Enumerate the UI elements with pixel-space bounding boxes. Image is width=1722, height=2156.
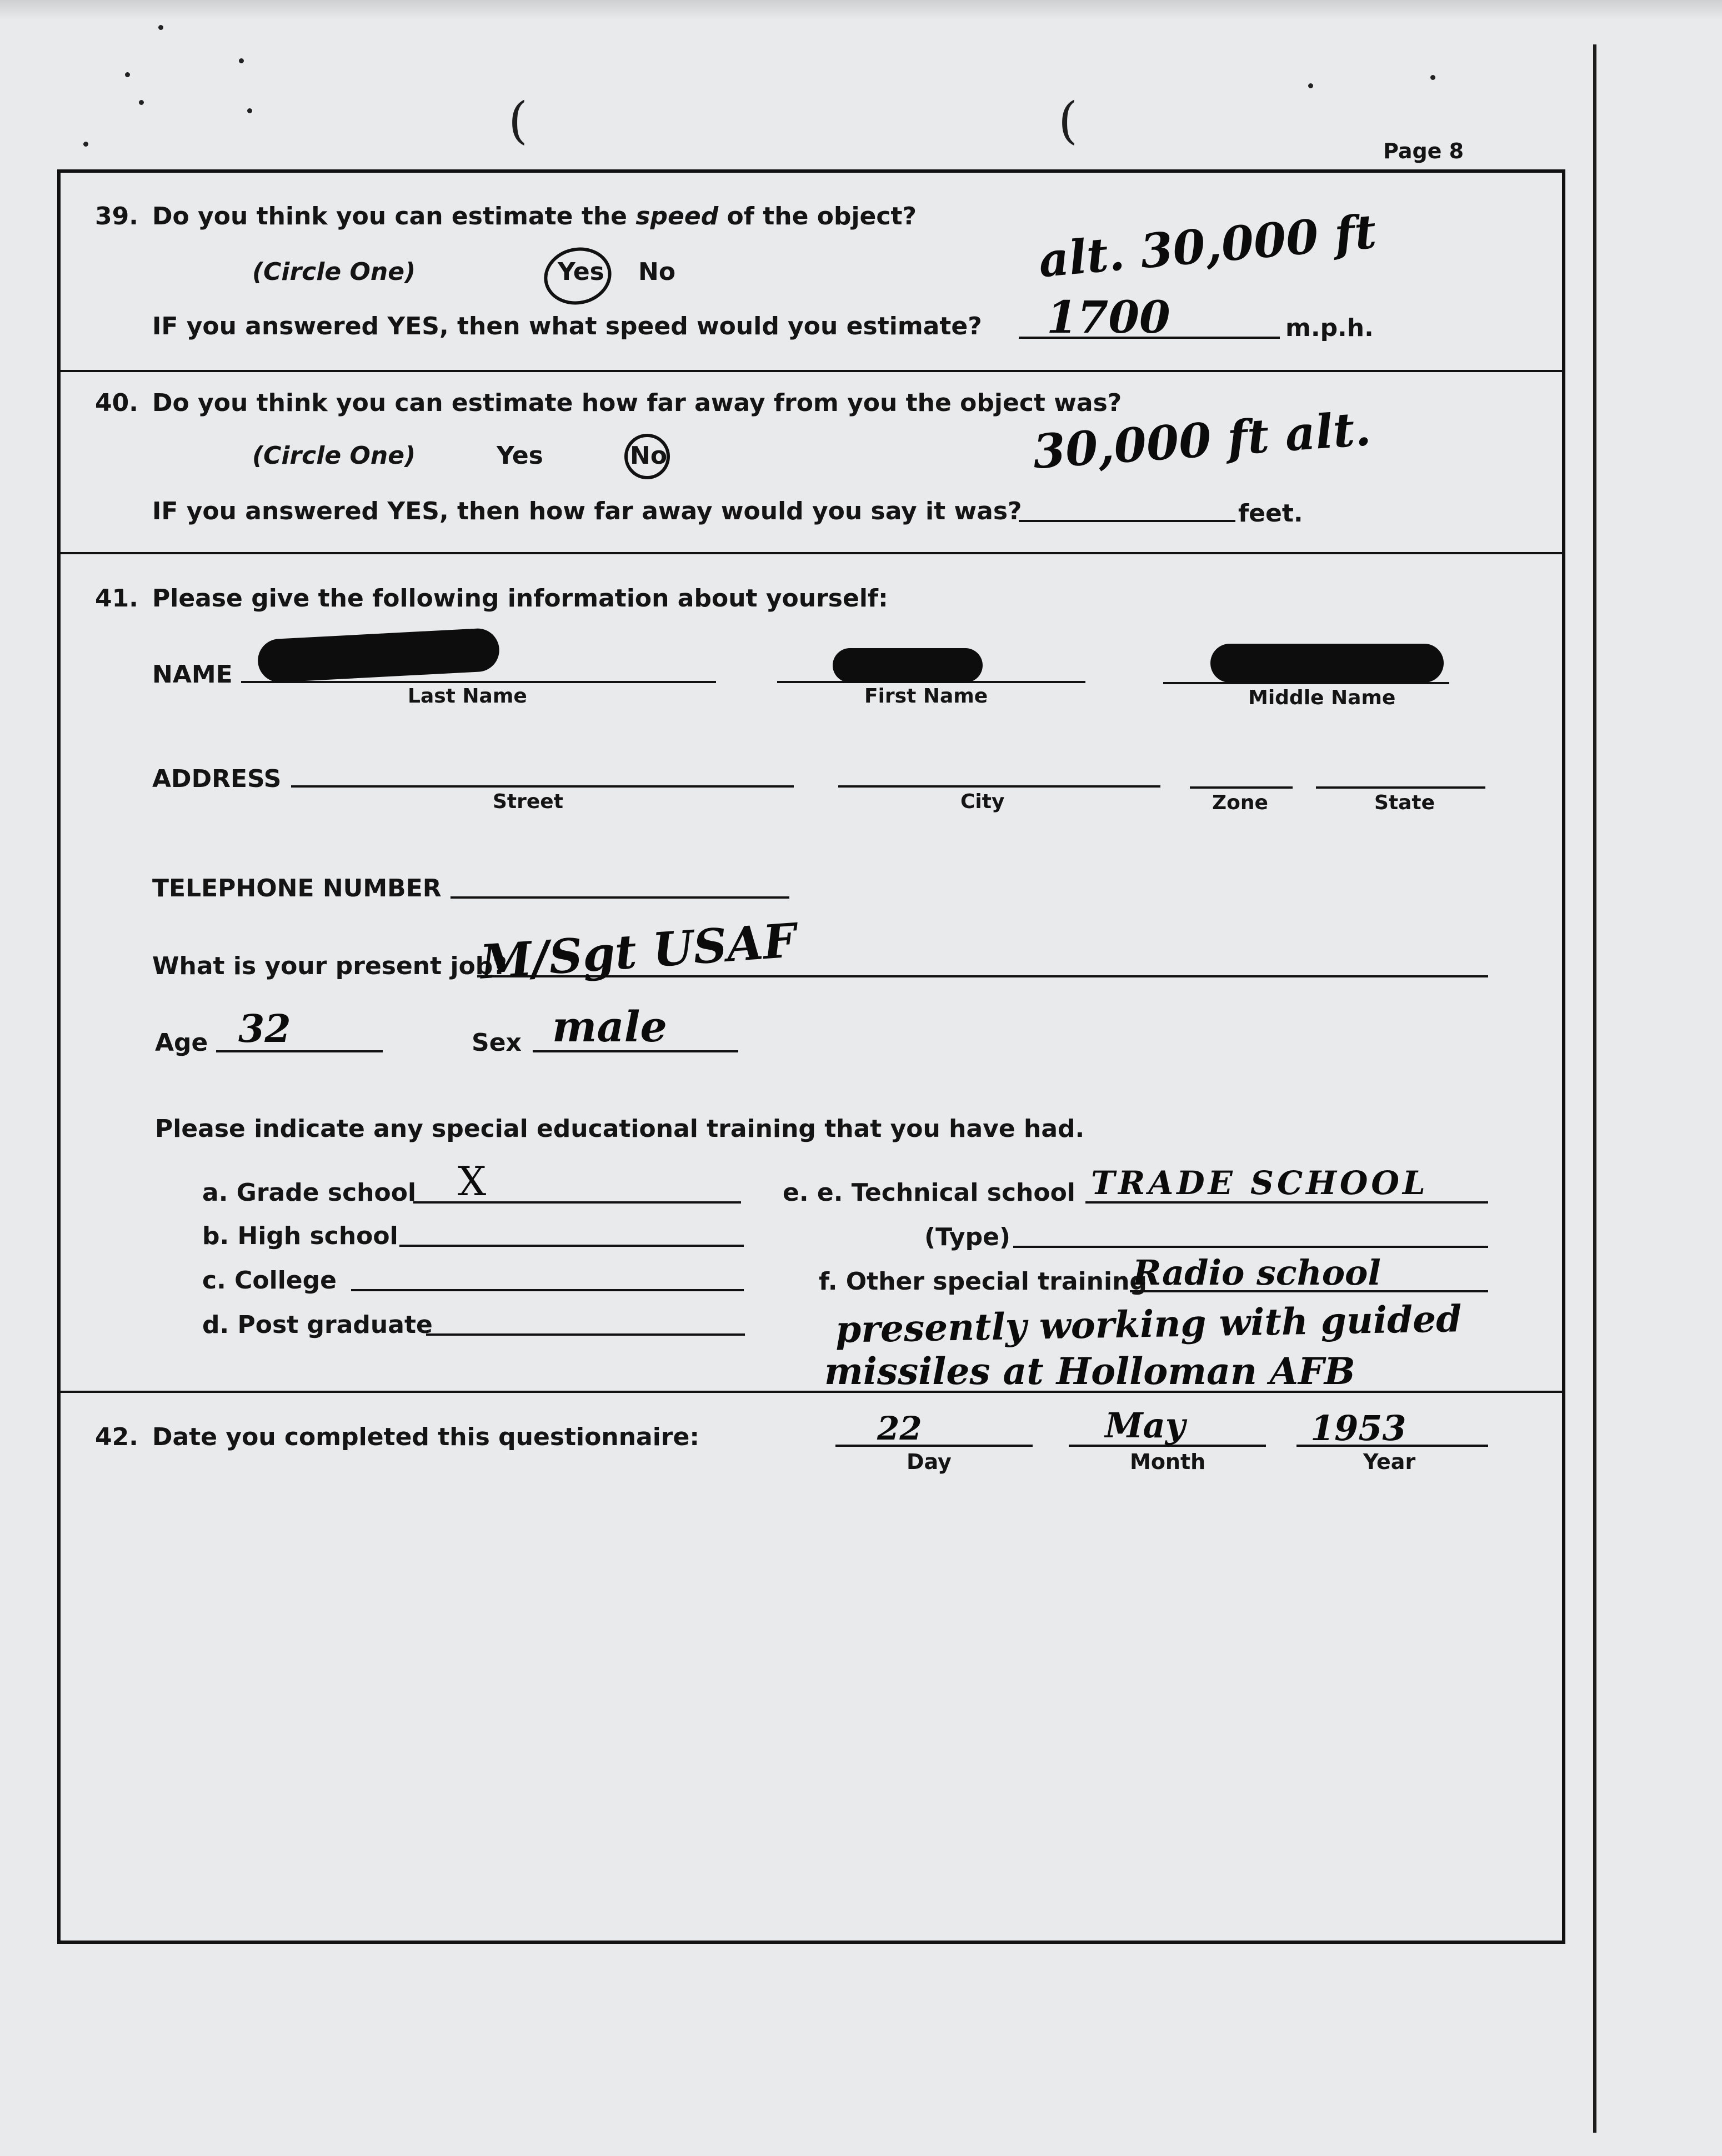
- address-label: ADDRESS: [152, 765, 282, 793]
- scan-speck: [139, 100, 144, 105]
- college-line: [351, 1289, 744, 1291]
- q39-question: [152, 204, 917, 229]
- scan-top-shadow: [0, 0, 1722, 20]
- q39-no-option[interactable]: No: [638, 258, 676, 286]
- sex-answer[interactable]: male: [552, 1002, 667, 1051]
- last-name-caption: Last Name: [408, 685, 527, 708]
- city-caption: City: [960, 790, 1005, 813]
- day-caption: Day: [907, 1450, 952, 1474]
- month-caption: Month: [1130, 1450, 1206, 1474]
- q40-no-circle-mark: [624, 434, 670, 479]
- section-divider: [61, 370, 1562, 372]
- q39-question-pre: Do you think you can estimate the: [152, 202, 636, 230]
- day-answer[interactable]: 22: [877, 1410, 922, 1447]
- job-answer[interactable]: M/Sgt USAF: [478, 912, 798, 990]
- zone-caption: Zone: [1212, 791, 1268, 814]
- q39-circle-one: (Circle One): [252, 258, 416, 286]
- telephone-label: TELEPHONE NUMBER: [152, 874, 442, 902]
- q40-number: 40.: [95, 389, 138, 417]
- middle-name-caption: Middle Name: [1248, 686, 1396, 709]
- year-answer[interactable]: 1953: [1310, 1408, 1406, 1448]
- name-label: NAME: [152, 660, 233, 689]
- type-line: [1013, 1246, 1488, 1248]
- q39-question-post: of the object?: [718, 202, 917, 230]
- scan-speck: [247, 108, 252, 113]
- q39-altitude-note: alt. 30,000 ft: [1036, 203, 1379, 288]
- q40-circle-one: (Circle One): [252, 442, 416, 470]
- year-caption: Year: [1363, 1450, 1416, 1474]
- first-name-redaction: [833, 648, 983, 683]
- scan-speck: [83, 142, 88, 147]
- type-label: (Type): [924, 1223, 1011, 1251]
- other-training-answer-line3: missiles at Holloman AFB: [824, 1350, 1355, 1393]
- training-prompt: Please indicate any special educational training that you have had.: [155, 1115, 1085, 1143]
- other-training-label: f. Other special training: [819, 1267, 1147, 1296]
- first-name-caption: First Name: [864, 685, 988, 708]
- age-answer[interactable]: 32: [238, 1007, 291, 1051]
- last-name-line: [241, 681, 716, 683]
- q42-number: 42.: [95, 1423, 138, 1451]
- grade-school-label: a. Grade school: [202, 1179, 417, 1207]
- post-graduate-label: d. Post graduate: [202, 1311, 433, 1339]
- questionnaire-form: [57, 169, 1565, 1944]
- q41-number: 41.: [95, 584, 138, 613]
- age-label: Age: [155, 1029, 208, 1057]
- q39-speed-answer[interactable]: 1700: [1047, 291, 1170, 343]
- state-caption: State: [1374, 791, 1435, 814]
- q42-prompt: Date you completed this questionnaire:: [152, 1423, 699, 1451]
- scan-speck: [1308, 83, 1313, 88]
- technical-school-label: e. e. Technical school: [783, 1179, 1075, 1207]
- college-label: c. College: [202, 1266, 337, 1295]
- q40-followup: IF you answered YES, then how far away would you say it was?: [152, 497, 1022, 525]
- job-label: What is your present job?: [152, 952, 507, 980]
- technical-school-answer[interactable]: TRADE SCHOOL: [1091, 1164, 1429, 1202]
- high-school-line: [399, 1245, 744, 1247]
- post-graduate-line: [426, 1333, 745, 1336]
- day-line: [835, 1445, 1033, 1447]
- q41-prompt: Please give the following information about yourself:: [152, 584, 888, 613]
- scan-mark: (: [508, 92, 528, 150]
- high-school-label: b. High school: [202, 1222, 398, 1250]
- month-answer[interactable]: May: [1105, 1405, 1185, 1446]
- q39-followup: IF you answered YES, then what speed would you estimate?: [152, 312, 982, 340]
- q40-unit: feet.: [1238, 499, 1303, 528]
- page-number: Page 8: [1383, 139, 1464, 163]
- street-line: [291, 785, 794, 788]
- scan-mark: (: [1058, 92, 1078, 150]
- grade-school-answer[interactable]: X: [458, 1158, 487, 1205]
- q40-yes-option[interactable]: Yes: [497, 442, 543, 470]
- zone-line: [1190, 786, 1293, 789]
- q40-question: Do you think you can estimate how far away from you the object was?: [152, 389, 1122, 417]
- q40-distance-line: [1019, 520, 1235, 522]
- section-divider: [61, 552, 1562, 554]
- q40-altitude-note: 30,000 ft alt.: [1031, 400, 1373, 480]
- scan-speck: [239, 58, 244, 63]
- q39-question-em: speed: [635, 202, 719, 230]
- other-training-answer[interactable]: Radio school: [1133, 1252, 1381, 1293]
- q39-unit: m.p.h.: [1285, 314, 1374, 342]
- street-caption: Street: [493, 790, 563, 813]
- middle-name-redaction: [1210, 644, 1444, 683]
- scan-right-edge: [1593, 44, 1596, 2133]
- q39-yes-circle-mark: [539, 241, 617, 310]
- section-divider: [61, 1391, 1562, 1393]
- sex-label: Sex: [472, 1029, 522, 1057]
- scan-speck: [158, 25, 163, 30]
- city-line: [838, 785, 1160, 788]
- state-line: [1316, 786, 1485, 789]
- other-training-answer-line2: presently working with guided: [835, 1297, 1462, 1351]
- q39-number: 39.: [95, 202, 138, 230]
- telephone-line: [450, 896, 789, 899]
- q39-yes-option[interactable]: Yes: [558, 258, 604, 286]
- scan-speck: [125, 72, 130, 77]
- scan-speck: [1430, 75, 1435, 80]
- last-name-redaction: [257, 628, 500, 684]
- q40-no-option[interactable]: No: [630, 442, 668, 470]
